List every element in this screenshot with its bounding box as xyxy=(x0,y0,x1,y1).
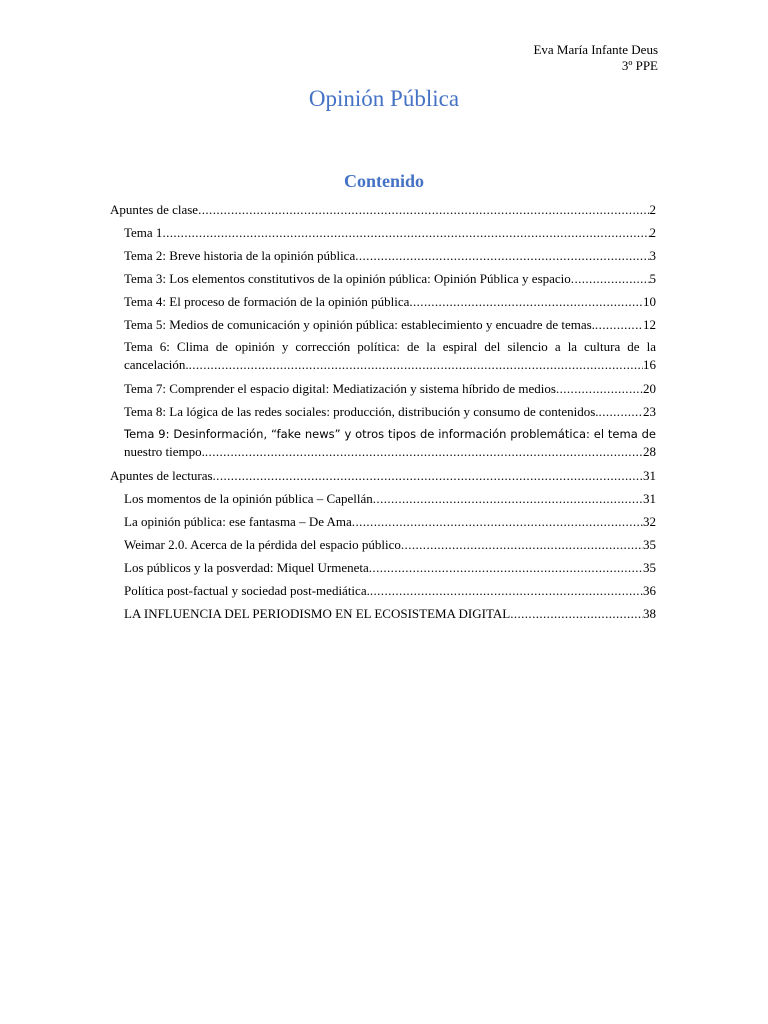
toc-entry-weimar[interactable] xyxy=(124,530,656,553)
toc-leader-dots xyxy=(373,491,643,507)
page-header xyxy=(533,42,658,74)
toc-entry-tema-9[interactable] xyxy=(124,420,656,461)
document-title: Opinión Pública xyxy=(308,86,460,111)
toc-leader-dots xyxy=(510,606,643,622)
toc-entry-capellan[interactable] xyxy=(124,484,656,507)
toc-entry-page: 10 xyxy=(643,294,656,309)
toc-entry-page: 35 xyxy=(643,560,656,575)
toc-entry-title: Los momentos de la opinión pública – Capellán xyxy=(124,491,373,506)
toc-entry-title: Weimar 2.0. Acerca de la pérdida del espacio público xyxy=(124,537,401,552)
toc-entry-title: Apuntes de clase xyxy=(110,202,199,217)
toc-entry-tema-7[interactable] xyxy=(124,374,656,397)
toc-entry-title: La opinión pública: ese fantasma – De Ama xyxy=(124,514,352,529)
toc-entry-title: Tema 5: Medios de comunicación y opinión pública: establecimiento y encuadre de temas. xyxy=(124,317,595,332)
toc-entry-apuntes-de-lecturas[interactable] xyxy=(110,461,656,484)
toc-entry-page: 23 xyxy=(643,404,656,419)
table-of-contents xyxy=(110,195,656,622)
toc-entry-page: 28 xyxy=(643,444,656,459)
toc-leader-dots xyxy=(189,356,643,374)
toc-leader-dots xyxy=(205,443,643,461)
toc-entry-title: LA INFLUENCIA DEL PERIODISMO EN EL ECOSISTEMA DIGITAL xyxy=(124,606,511,621)
toc-leader-dots xyxy=(198,202,649,218)
toc-heading: Contenido xyxy=(343,171,424,191)
toc-entry-page: 36 xyxy=(643,583,656,598)
toc-leader-dots xyxy=(370,583,643,599)
toc-entry-tema-2[interactable] xyxy=(124,241,656,264)
toc-entry-title-line1: Tema 9: Desinformación, “fake news” y otros tipos de información problemática: el tema de xyxy=(124,427,656,441)
toc-entry-title: Tema 1 xyxy=(124,225,163,240)
toc-entry-title: Los públicos y la posverdad: Miquel Urmeneta xyxy=(124,560,369,575)
toc-leader-dots xyxy=(369,560,643,576)
toc-entry-page: 16 xyxy=(643,357,656,372)
toc-entry-tema-6[interactable] xyxy=(124,333,656,374)
toc-entry-title: Política post-factual y sociedad post-mediática. xyxy=(124,583,370,598)
toc-leader-dots xyxy=(599,404,643,420)
toc-leader-dots xyxy=(571,271,650,287)
toc-entry-tema-5[interactable] xyxy=(124,310,656,333)
toc-entry-title: Apuntes de lecturas xyxy=(110,468,213,483)
toc-entry-page: 2 xyxy=(649,225,656,240)
author-name: Eva María Infante Deus xyxy=(533,42,658,57)
toc-entry-title: Tema 2: Breve historia de la opinión pública xyxy=(124,248,356,263)
toc-entry-page: 31 xyxy=(643,468,656,483)
toc-entry-page: 32 xyxy=(643,514,656,529)
toc-leader-dots xyxy=(556,381,643,397)
toc-entry-page: 2 xyxy=(649,202,656,217)
toc-leader-dots xyxy=(352,514,643,530)
toc-entry-periodismo-digital[interactable] xyxy=(124,599,656,622)
toc-entry-tema-1[interactable] xyxy=(124,218,656,241)
toc-entry-title-line2: cancelación. xyxy=(124,357,189,372)
toc-entry-page: 35 xyxy=(643,537,656,552)
toc-entry-post-factual[interactable] xyxy=(124,576,656,599)
toc-leader-dots xyxy=(401,537,643,553)
toc-entry-urmeneta[interactable] xyxy=(124,553,656,576)
toc-leader-dots xyxy=(355,248,649,264)
toc-entry-page: 5 xyxy=(649,271,656,286)
course-label: 3º PPE xyxy=(621,58,658,73)
toc-entry-de-ama[interactable] xyxy=(124,507,656,530)
toc-entry-title: Tema 8: La lógica de las redes sociales: producción, distribución y consumo de contenidos. xyxy=(124,404,599,419)
toc-entry-page: 38 xyxy=(643,606,656,621)
toc-entry-page: 3 xyxy=(649,248,656,263)
toc-entry-tema-8[interactable] xyxy=(124,397,656,420)
toc-entry-tema-4[interactable] xyxy=(124,287,656,310)
toc-entry-apuntes-de-clase[interactable] xyxy=(110,195,656,218)
toc-entry-title-line2: nuestro tiempo. xyxy=(124,444,205,459)
toc-leader-dots xyxy=(162,225,649,241)
toc-entry-title: Tema 7: Comprender el espacio digital: Mediatización y sistema híbrido de medios xyxy=(124,381,556,396)
toc-leader-dots xyxy=(409,294,643,310)
toc-leader-dots xyxy=(595,317,643,333)
toc-entry-page: 31 xyxy=(643,491,656,506)
toc-leader-dots xyxy=(213,468,643,484)
toc-entry-tema-3[interactable] xyxy=(124,264,656,287)
toc-entry-page: 12 xyxy=(643,317,656,332)
toc-entry-title-line1: Tema 6: Clima de opinión y corrección política: de la espiral del silencio a la cultura de la xyxy=(124,339,656,354)
toc-entry-page: 20 xyxy=(643,381,656,396)
toc-entry-title: Tema 3: Los elementos constitutivos de la opinión pública: Opinión Pública y espacio xyxy=(124,271,571,286)
toc-entry-title: Tema 4: El proceso de formación de la opinión pública xyxy=(124,294,410,309)
